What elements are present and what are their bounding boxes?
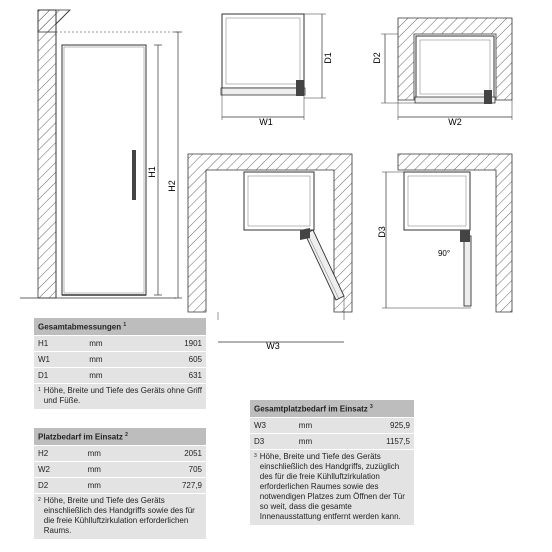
top-view-d3 — [377, 154, 512, 312]
table-gesamtabmessungen — [34, 318, 206, 410]
table-footnote: 2 Höhe, Breite und Tiefe des Geräts einschließlich des Handgriffs sowie des für die freie Kühlluftzirkulation erforderlichen Raums. — [34, 494, 206, 540]
front-view-wall — [38, 10, 56, 298]
top-view-d1 — [221, 14, 333, 127]
label-h2: H2 — [167, 180, 177, 192]
table-platzbedarf — [34, 428, 206, 540]
label-angle: 90° — [437, 249, 451, 258]
label-w1: W1 — [259, 117, 273, 127]
top-view-d2 — [372, 18, 512, 127]
label-h1: H1 — [147, 166, 157, 178]
table-title: Gesamtplatzbedarf im Einsatz $^3$ — [250, 400, 414, 418]
table-row: H1 mm 1901 — [34, 336, 206, 352]
table-footnote: 3 Höhe, Breite und Tiefe des Geräts einschließlich des Handgriffs, zuzüglich des für die freie Kühlluftzirkulation erforderlichen Raumes sowie des notwendigen Platzes zum Öffnen der Tür so weit, dass die gesamte Innenausstattung entfernt werden kann. — [250, 450, 414, 526]
table-row: D1 mm 631 — [34, 368, 206, 384]
table-row: W2 mm 705 — [34, 462, 206, 478]
fridge-top — [222, 14, 304, 88]
table-row: W1 mm 605 — [34, 352, 206, 368]
label-d1: D1 — [323, 52, 333, 64]
table-gesamtplatzbedarf — [250, 400, 414, 526]
table-row: D2 mm 727,9 — [34, 478, 206, 494]
label-w2: W2 — [448, 117, 462, 127]
table-title: Platzbedarf im Einsatz $^2$ — [34, 428, 206, 446]
front-view — [20, 10, 182, 298]
label-d3: D3 — [377, 226, 387, 238]
w3-dimension-label — [218, 338, 348, 352]
table-title: Gesamtabmessungen $^1$ — [34, 318, 206, 336]
fridge-handle — [132, 150, 136, 200]
table-footnote: 1 Höhe, Breite und Tiefe des Geräts ohne Griff und Füße. — [34, 384, 206, 410]
table-row: D3 mm 1157,5 — [250, 434, 414, 450]
open-door-side — [464, 236, 471, 306]
table-row: W3 mm 925,9 — [250, 418, 414, 434]
label-d2: D2 — [372, 52, 382, 64]
top-view-w3 — [188, 154, 352, 320]
label-w3: W3 — [266, 341, 280, 351]
table-row: H2 mm 2051 — [34, 446, 206, 462]
